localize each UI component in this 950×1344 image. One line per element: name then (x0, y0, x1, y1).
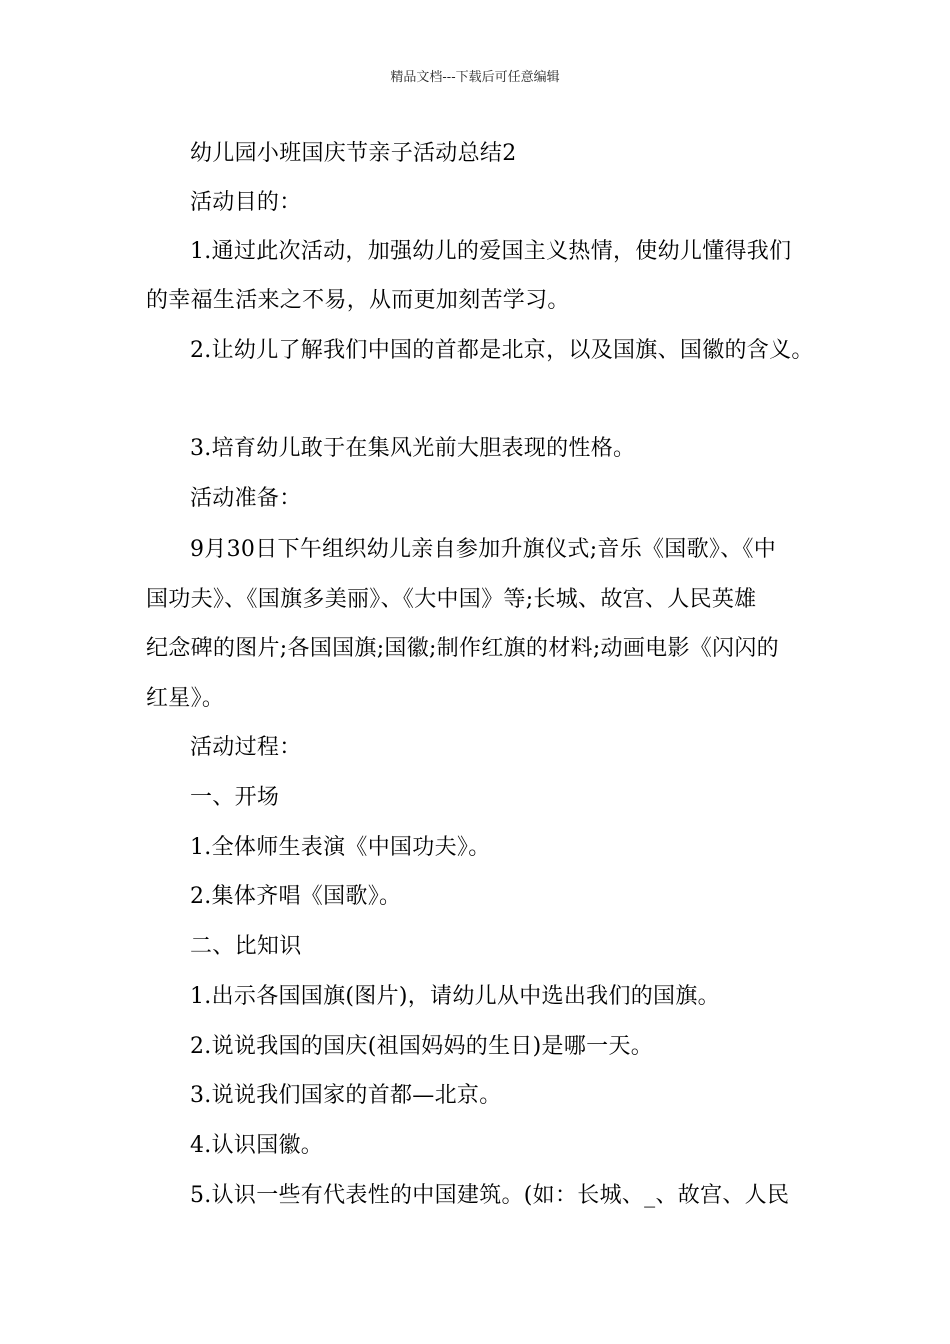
paragraph-line: 1.通过此次活动，加强幼儿的爱国主义热情，使幼儿懂得我们 (190, 239, 792, 264)
subsection-heading: 一、开场 (190, 785, 280, 810)
section-heading-goals: 活动目的： (190, 190, 302, 215)
document-title: 幼儿园小班国庆节亲子活动总结2 (190, 141, 517, 166)
paragraph-line: 的幸福生活来之不易，从而更加刻苦学习。 (146, 288, 570, 313)
paragraph-line: 2.让幼儿了解我们中国的首都是北京，以及国旗、国徽的含义。 (190, 338, 814, 363)
list-item: 4.认识国徽。 (190, 1133, 324, 1158)
list-item: 2.集体齐唱《国歌》。 (190, 884, 402, 909)
list-item: 5.认识一些有代表性的中国建筑。(如：长城、_、故宫、人民 (190, 1183, 790, 1208)
paragraph-line: 纪念碑的图片;各国国旗;国徽;制作红旗的材料;动画电影《闪闪的 (146, 636, 779, 661)
list-item: 3.说说我们国家的首都—北京。 (190, 1083, 502, 1108)
paragraph-line: 9月30日下午组织幼儿亲自参加升旗仪式;音乐《国歌》、《中 (190, 537, 777, 562)
section-heading-process: 活动过程： (190, 735, 302, 760)
paragraph-line: 国功夫》、《国旗多美丽》、《大中国》等;长城、故宫、人民英雄 (146, 587, 757, 612)
page-header: 精品文档---下载后可任意编辑 (390, 70, 560, 85)
list-item: 1.全体师生表演《中国功夫》。 (190, 835, 491, 860)
list-item: 1.出示各国国旗(图片)，请幼儿从中选出我们的国旗。 (190, 984, 720, 1009)
paragraph-line: 红星》。 (146, 686, 225, 711)
section-heading-preparation: 活动准备： (190, 486, 302, 511)
paragraph-line: 3.培育幼儿敢于在集风光前大胆表现的性格。 (190, 436, 636, 461)
list-item: 2.说说我国的国庆(祖国妈妈的生日)是哪一天。 (190, 1034, 654, 1059)
subsection-heading: 二、比知识 (190, 934, 302, 959)
